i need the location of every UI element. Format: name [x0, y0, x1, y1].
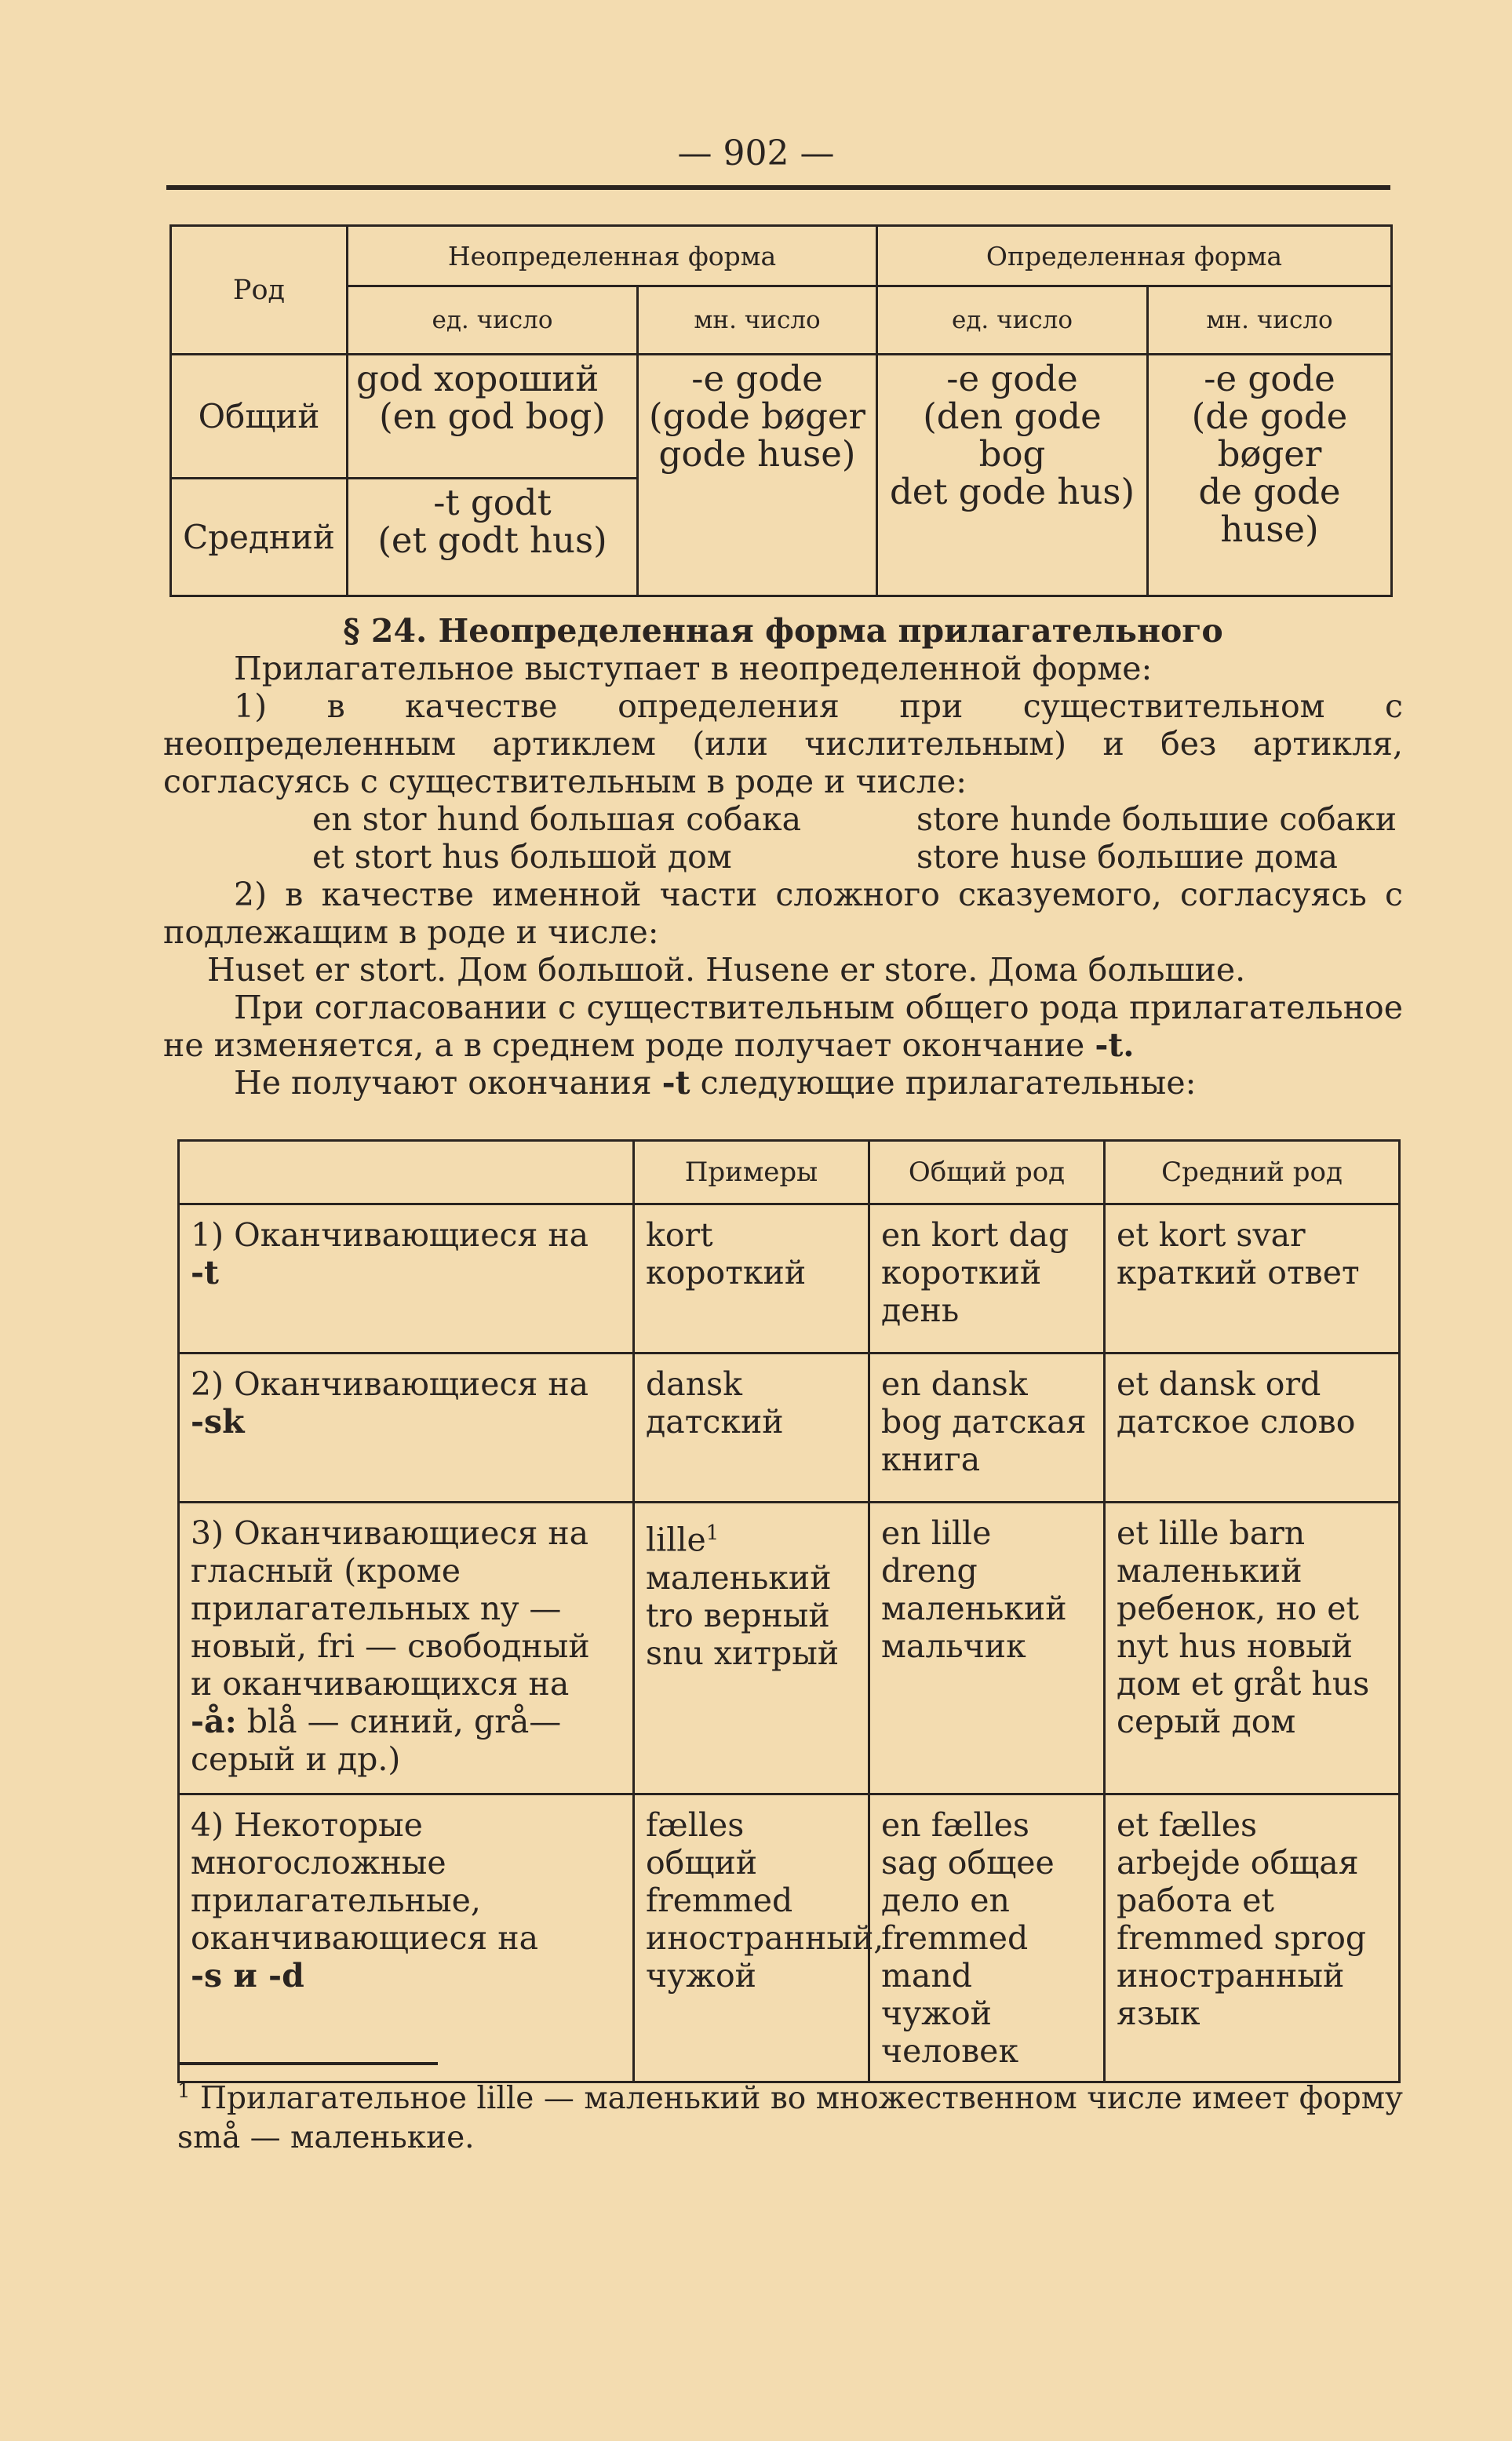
footnote-text: Прилагательное lille — маленький во множественном числе имеет форму små — маленькие. [177, 2081, 1403, 2155]
example-3: Huset er stort. Дом большой. Husene er store. Дома большие. [207, 951, 1246, 989]
row4-desc-text: 4) Некоторые многосложные прилагательные, оканчивающиеся на [191, 1806, 539, 1957]
example-1b: store hunde большие собаки [916, 800, 1397, 838]
indef-pl-line3: gode huse) [658, 433, 856, 475]
row3-example-word: lille [646, 1521, 706, 1559]
row3-desc [179, 1503, 634, 1794]
row4-desc [179, 1794, 634, 2082]
row2-desc-text: 2) Оканчивающиеся на [191, 1365, 589, 1403]
neuter-sg-cell [348, 479, 638, 596]
neuter-gender-label: Средний [171, 479, 348, 596]
row1-example: kort короткий [634, 1204, 869, 1353]
pl-header: мн. число [638, 286, 877, 355]
row4-neuter: et fælles arbejde общая работа et fremmed sprog иностранный язык [1105, 1794, 1400, 2082]
empty-header [179, 1141, 634, 1204]
paragraph-5-a: Не получают окончания [234, 1064, 652, 1102]
paragraph-1: Прилагательное выступает в неопределенной форме: [234, 650, 1153, 687]
def-pl-line1: -e gode [1204, 358, 1335, 399]
common-sg-line2: (en god bog) [379, 395, 606, 437]
indef-pl-cell [638, 355, 877, 596]
indef-pl-line1: -e gode [691, 358, 823, 399]
common-sg-line1: god хороший [356, 358, 599, 399]
def-sg-cell [877, 355, 1148, 596]
indef-header: Неопределенная форма [348, 226, 877, 286]
def-sg-line2: (den gode bog [923, 395, 1102, 475]
def-sg-line3: det gode hus) [889, 471, 1135, 512]
rod-header: Род [171, 226, 348, 355]
row1-desc [179, 1204, 634, 1353]
row2-common: en dansk bog датская книга [869, 1353, 1105, 1503]
def-sg-line1: -e gode [946, 358, 1078, 399]
neuter-sg-line1: -t godt [433, 482, 552, 523]
example-2a: et stort hus большой дом [312, 838, 732, 876]
sg-header: ед. число [348, 286, 638, 355]
paragraph-5-c: следующие прилагательные: [700, 1064, 1197, 1102]
row2-desc-ending: -sk [191, 1403, 245, 1441]
row1-desc-text: 1) Оканчивающиеся на [191, 1216, 589, 1254]
section-title: § 24. Неопределенная форма прилагательного [343, 612, 1223, 650]
row1-desc-ending: -t [191, 1254, 219, 1292]
paragraph-4-main: При согласовании с существительным общего рода прилагательное не изменяется, а в среднем роде получает окончание [163, 989, 1403, 1064]
endings-table [169, 224, 1393, 597]
paragraph-5-ending: -t [661, 1064, 690, 1102]
paragraph-4-ending: -t. [1095, 1026, 1135, 1064]
def-pl-line2: (de gode bøger [1191, 395, 1348, 475]
row3-example-rest: маленький tro верный snu хитрый [646, 1558, 840, 1672]
common-gender-label: Общий [171, 355, 348, 479]
examples-header: Примеры [634, 1141, 869, 1204]
def-pl-line3: de gode huse) [1198, 471, 1341, 550]
paragraph-5 [163, 1064, 1403, 1102]
footnote-ref: 1 [705, 1521, 720, 1545]
row1-neuter: et kort svar краткий ответ [1105, 1204, 1400, 1353]
example-2b: store huse большие дома [916, 838, 1338, 876]
section-body [163, 612, 1403, 1102]
page-number: — 902 — [677, 133, 835, 173]
row3-desc-text: 3) Оканчивающиеся на гласный (кроме прилагательных ny — новый, fri — свободный и оканчивающихся на [191, 1514, 590, 1703]
footnote-rule [179, 2062, 438, 2065]
neuter-sg-line2: (et godt hus) [377, 519, 607, 561]
footnote-mark: 1 [177, 2079, 191, 2103]
row2-desc [179, 1353, 634, 1503]
indef-pl-line2: (gode bøger [648, 395, 866, 437]
example-1a: en stor hund большая собака [312, 800, 802, 838]
paragraph-3: 2) в качестве именной части сложного сказуемого, согласуясь с подлежащим в роде и числе: [163, 876, 1403, 951]
neuter-header: Средний род [1105, 1141, 1400, 1204]
header-rule [166, 185, 1390, 190]
pl-header-2: мн. число [1148, 286, 1392, 355]
row3-example [634, 1503, 869, 1794]
exceptions-table [177, 1139, 1401, 2083]
row4-common: en fælles sag общее дело en fremmed mand чужой человек [869, 1794, 1105, 2082]
row2-neuter: et dansk ord датское слово [1105, 1353, 1400, 1503]
paragraph-2: 1) в качестве определения при существительном с неопределенным артиклем (или числительным) и без артикля, согласуясь с существительным в роде и числе: [163, 687, 1403, 800]
def-header: Определенная форма [877, 226, 1392, 286]
example-row-2 [163, 838, 1403, 876]
row3-desc-rest: blå — синий, grå— серый и др.) [191, 1703, 562, 1778]
row4-desc-ending: -s и -d [191, 1957, 304, 1995]
row4-example: fælles общий fremmed иностранный, чужой [634, 1794, 869, 2082]
row1-common: en kort dag короткий день [869, 1204, 1105, 1353]
row3-neuter: et lille barn маленький ребенок, но et nyt hus новый дом et gråt hus серый дом [1105, 1503, 1400, 1794]
example-row-1 [163, 800, 1403, 838]
footnote [177, 2071, 1403, 2158]
common-header: Общий род [869, 1141, 1105, 1204]
row2-example: dansk датский [634, 1353, 869, 1503]
sg-header-2: ед. число [877, 286, 1148, 355]
common-sg-cell [348, 355, 638, 479]
def-pl-cell [1148, 355, 1392, 596]
row3-common: en lille dreng маленький мальчик [869, 1503, 1105, 1794]
row3-desc-ending: -å: [191, 1703, 237, 1740]
paragraph-4 [163, 989, 1403, 1064]
